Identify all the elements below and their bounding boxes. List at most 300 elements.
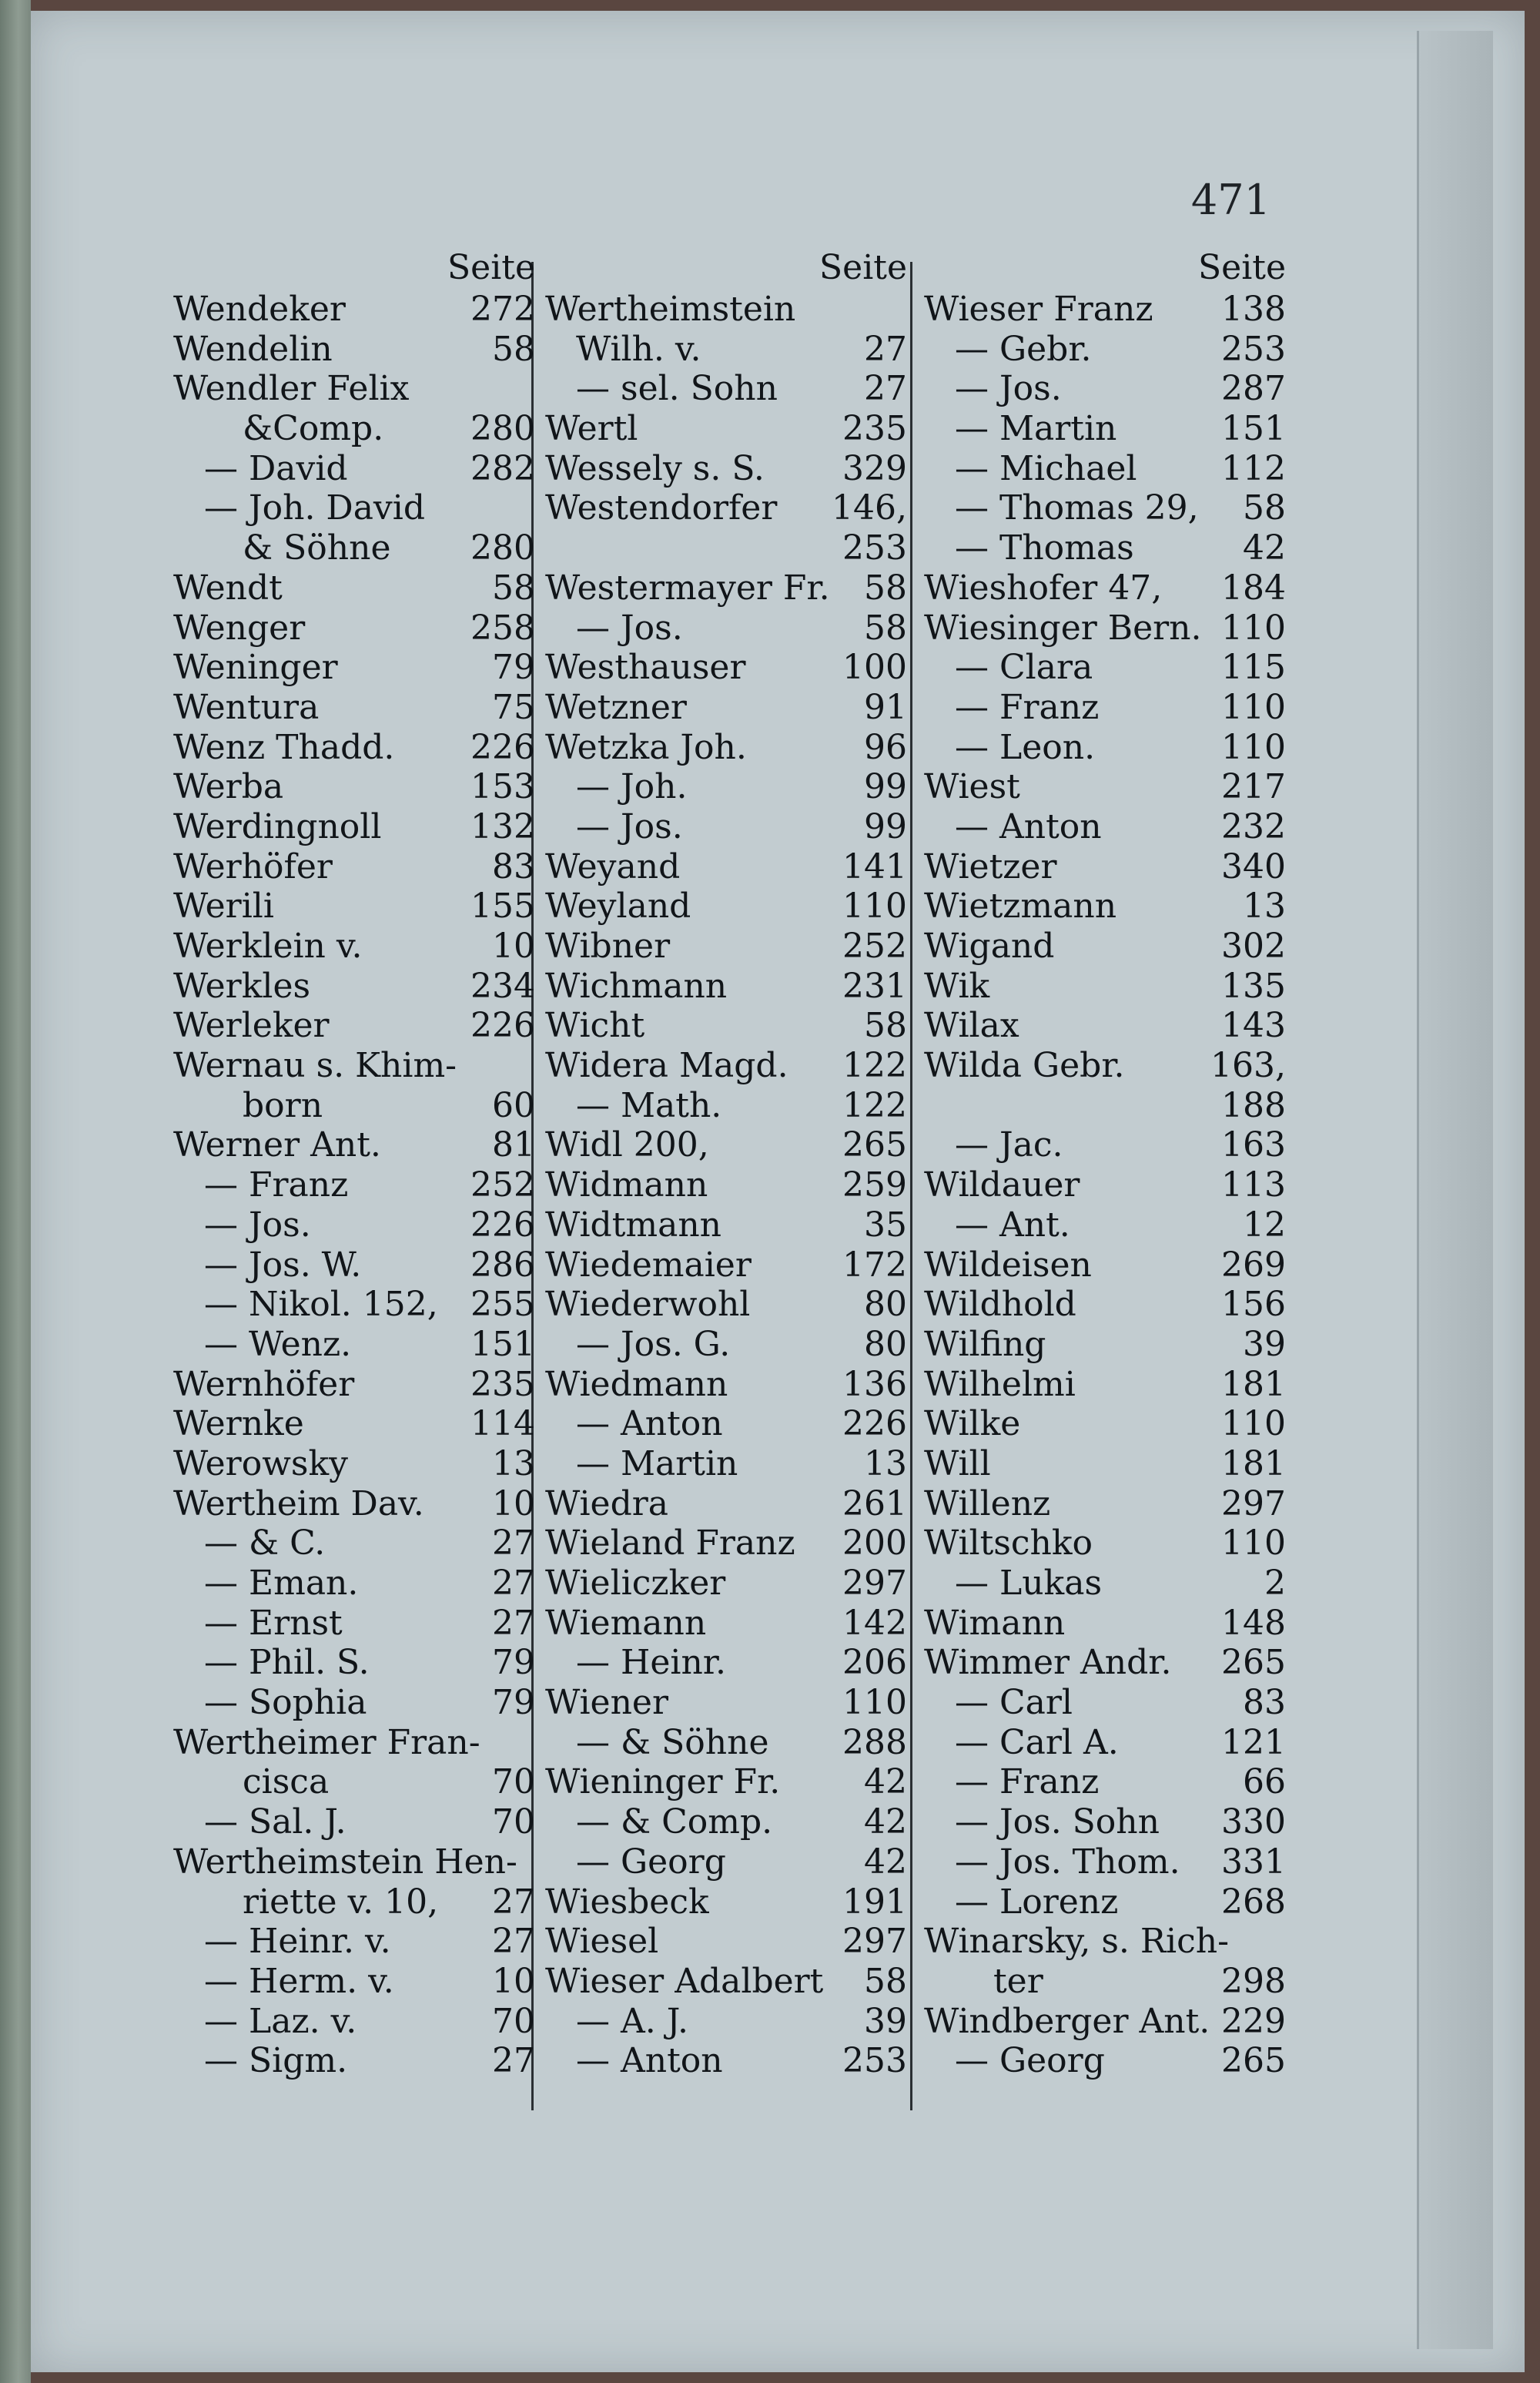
- index-entry: [545, 568, 915, 608]
- entry-page: 253: [842, 2041, 907, 2081]
- entry-page: 265: [842, 1125, 907, 1165]
- entry-page: 10: [492, 1483, 535, 1523]
- entry-page: 12: [1243, 1205, 1286, 1245]
- entry-name: Wiesinger Bern.: [924, 608, 1202, 648]
- entry-page: 232: [1221, 806, 1286, 846]
- entry-name: Westhauser: [545, 648, 746, 688]
- entry-page: 142: [842, 1603, 907, 1643]
- index-entry: [545, 1882, 915, 1922]
- entry-page: 181: [1221, 1364, 1286, 1404]
- entry-name: Wilh. v.: [576, 329, 701, 369]
- entry-name: — Wenz.: [204, 1324, 352, 1364]
- entry-page: 268: [1221, 1882, 1286, 1922]
- entry-name: born: [243, 1085, 323, 1125]
- entry-name: — Anton: [576, 2041, 723, 2081]
- entry-page: 113: [1221, 1165, 1286, 1205]
- entry-page: 226: [842, 1404, 907, 1444]
- index-entry: [173, 409, 543, 449]
- entry-name: Wimann: [924, 1603, 1066, 1643]
- index-entry: [545, 1484, 915, 1524]
- index-entry: [173, 1404, 543, 1444]
- index-entry: [924, 2002, 1294, 2042]
- entry-name: — Martin: [576, 1443, 738, 1483]
- entry-page: 297: [842, 1564, 907, 1603]
- entry-page: 265: [1221, 2041, 1286, 2081]
- entry-page: 2: [1264, 1564, 1286, 1603]
- entry-page: 132: [470, 806, 535, 846]
- entry-name: — Gebr.: [955, 329, 1092, 369]
- entry-page: 156: [1221, 1285, 1286, 1325]
- entry-name: Willenz: [924, 1483, 1051, 1523]
- entry-page: 206: [842, 1643, 907, 1683]
- index-entry: [173, 1006, 543, 1046]
- index-entry: [545, 1245, 915, 1285]
- entry-name: Widtmann: [545, 1205, 722, 1245]
- entry-name: Werleker: [173, 1006, 330, 1046]
- entry-page: 252: [470, 1165, 535, 1205]
- entry-name: — Ant.: [955, 1205, 1070, 1245]
- entry-name: Wilhelmi: [924, 1364, 1076, 1404]
- entry-name: — Joh. David: [204, 488, 426, 528]
- index-entry: [173, 1444, 543, 1484]
- entry-name: Wieser Franz: [924, 290, 1153, 329]
- index-entry: [173, 290, 543, 330]
- entry-page: 135: [1221, 966, 1286, 1006]
- entry-name: — Sal. J.: [204, 1802, 346, 1842]
- entry-name: — Carl A.: [955, 1722, 1119, 1762]
- entry-page: 229: [1221, 2001, 1286, 2041]
- entry-name: — Heinr. v.: [204, 1922, 391, 1962]
- entry-name: Wildhold: [924, 1285, 1076, 1325]
- entry-name: Wetzka Joh.: [545, 727, 747, 767]
- index-entry: [924, 967, 1294, 1007]
- entry-name: Wiedmann: [545, 1364, 728, 1404]
- entry-name: Wiedra: [545, 1483, 668, 1523]
- index-entry: [924, 1165, 1294, 1205]
- entry-page: 114: [470, 1404, 535, 1444]
- entry-name: — Ernst: [204, 1603, 343, 1643]
- entry-page: 75: [492, 687, 535, 727]
- entry-page: 184: [1221, 568, 1286, 608]
- entry-name: Wichmann: [545, 966, 728, 1006]
- entry-name: — Franz: [204, 1165, 349, 1205]
- index-entry: [173, 728, 543, 768]
- entry-name: — Jos.: [204, 1205, 311, 1245]
- entry-page: 112: [1221, 448, 1286, 488]
- entry-page: [907, 290, 915, 330]
- index-entry: [545, 1842, 915, 1882]
- entry-name: Wendler Felix: [173, 369, 410, 409]
- entry-page: 79: [492, 1683, 535, 1723]
- entry-name: Wendelin: [173, 329, 333, 369]
- index-entry: [173, 887, 543, 927]
- entry-name: Werkles: [173, 966, 311, 1006]
- index-entry: [924, 1365, 1294, 1405]
- column-header: Seite: [819, 248, 907, 287]
- entry-name: Wildauer: [924, 1165, 1080, 1205]
- entry-page: 27: [492, 1603, 535, 1643]
- index-entry: [545, 1922, 915, 1962]
- index-entry: [173, 1962, 543, 2002]
- entry-name: cisca: [243, 1762, 330, 1802]
- entry-page: 280: [470, 528, 535, 568]
- entry-name: Wilda Gebr.: [924, 1046, 1125, 1086]
- index-entry: [545, 290, 915, 330]
- entry-page: 261: [842, 1483, 907, 1523]
- entry-name: Widl 200,: [545, 1125, 709, 1165]
- index-entry: [545, 1564, 915, 1604]
- index-entry: [173, 488, 543, 528]
- index-entry: [173, 1523, 543, 1564]
- index-entry: [924, 1205, 1294, 1245]
- index-column-3: [924, 248, 1294, 2081]
- index-entry: [924, 330, 1294, 370]
- entry-page: 172: [842, 1245, 907, 1285]
- entry-page: 234: [470, 966, 535, 1006]
- entry-page: 42: [1243, 528, 1286, 568]
- book-spine: [0, 0, 31, 2383]
- index-entry: [173, 648, 543, 688]
- entry-page: 253: [1221, 329, 1286, 369]
- entry-page: 200: [842, 1523, 907, 1564]
- index-entry: [173, 1165, 543, 1205]
- index-entry: [173, 1086, 543, 1126]
- entry-name: Wentura: [173, 687, 320, 727]
- index-entry: [545, 887, 915, 927]
- entry-name: Wimmer Andr.: [924, 1643, 1172, 1683]
- entry-page: 181: [1221, 1443, 1286, 1483]
- entry-name: — Michael: [955, 448, 1137, 488]
- entry-name: — Georg: [955, 2041, 1105, 2081]
- entry-page: 13: [492, 1443, 535, 1483]
- entry-name: — Jos. Thom.: [955, 1842, 1180, 1882]
- entry-name: Wertheimstein Hen-: [173, 1842, 517, 1882]
- entry-page: 60: [492, 1085, 535, 1125]
- index-entry: [173, 1245, 543, 1285]
- entry-name: — A. J.: [576, 2001, 688, 2041]
- index-entry: [924, 290, 1294, 330]
- entry-name: Werdingnoll: [173, 806, 382, 846]
- entry-name: Wiedemaier: [545, 1245, 752, 1285]
- index-entry: [924, 1643, 1294, 1683]
- entry-page: 110: [1221, 1523, 1286, 1564]
- entry-name: Wilax: [924, 1006, 1019, 1046]
- entry-name: Werowsky: [173, 1443, 348, 1483]
- index-entry: [545, 2002, 915, 2042]
- index-entry: [545, 1643, 915, 1683]
- entry-page: 330: [1221, 1802, 1286, 1842]
- index-entry: [924, 1683, 1294, 1723]
- page-number: 471: [1190, 176, 1270, 224]
- entry-name: Werner Ant.: [173, 1125, 381, 1165]
- entry-page: 27: [492, 1922, 535, 1962]
- entry-name: Winarsky, s. Rich-: [924, 1922, 1229, 1962]
- index-entry: [924, 369, 1294, 409]
- entry-name: Wigand: [924, 927, 1055, 966]
- entry-page: 217: [1221, 767, 1286, 807]
- index-entry: [545, 1723, 915, 1763]
- index-entry: [924, 1802, 1294, 1842]
- entry-name: Wietzmann: [924, 887, 1117, 927]
- index-entry: [924, 488, 1294, 528]
- entry-name: Wiltschko: [924, 1523, 1093, 1564]
- entry-page: 121: [1221, 1722, 1286, 1762]
- entry-name: — Carl: [955, 1683, 1073, 1723]
- entry-page: 42: [864, 1842, 907, 1882]
- index-entry: [173, 369, 543, 409]
- entry-page: [535, 488, 543, 528]
- entry-page: 329: [842, 448, 907, 488]
- index-entry: [545, 1006, 915, 1046]
- entry-name: & Söhne: [243, 528, 391, 568]
- entry-name: Wilfing: [924, 1324, 1046, 1364]
- entry-page: 269: [1221, 1245, 1286, 1285]
- index-entry: [924, 2041, 1294, 2081]
- index-entry: [545, 1325, 915, 1365]
- index-column-1: [173, 248, 543, 2081]
- entry-page: 253: [842, 528, 907, 568]
- entry-page: 58: [492, 329, 535, 369]
- index-entry: [545, 1523, 915, 1564]
- entry-page: 13: [864, 1443, 907, 1483]
- entry-page: 258: [470, 608, 535, 648]
- entry-name: — David: [204, 448, 348, 488]
- entry-name: — Anton: [576, 1404, 723, 1444]
- entry-name: — Jos. W.: [204, 1245, 362, 1285]
- index-entry: [173, 608, 543, 649]
- entry-page: 151: [1221, 409, 1286, 449]
- entry-page: 99: [864, 767, 907, 807]
- entry-page: 272: [470, 290, 535, 329]
- entry-page: [535, 369, 543, 409]
- entry-page: 91: [864, 687, 907, 727]
- entry-page: 136: [842, 1364, 907, 1404]
- column-header: Seite: [1198, 248, 1286, 287]
- index-entry: [924, 847, 1294, 887]
- entry-name: — Lukas: [955, 1564, 1103, 1603]
- entry-page: 297: [1221, 1483, 1286, 1523]
- index-entry: [924, 807, 1294, 847]
- entry-page: 286: [470, 1245, 535, 1285]
- entry-page: 42: [864, 1802, 907, 1842]
- entry-page: 81: [492, 1125, 535, 1165]
- entry-page: 226: [470, 1006, 535, 1046]
- entry-page: 110: [1221, 727, 1286, 767]
- index-entry: [173, 1564, 543, 1604]
- entry-page: 99: [864, 806, 907, 846]
- entry-page: 191: [842, 1882, 907, 1922]
- index-entry: [173, 1643, 543, 1683]
- index-entry: [924, 1842, 1294, 1882]
- index-entry: [173, 449, 543, 489]
- entry-page: 80: [864, 1285, 907, 1325]
- entry-name: Wiederwohl: [545, 1285, 751, 1325]
- entry-page: 58: [864, 1961, 907, 2001]
- entry-name: — sel. Sohn: [576, 369, 778, 409]
- index-entry: [173, 568, 543, 608]
- entry-page: 110: [1221, 1404, 1286, 1444]
- entry-page: 110: [1221, 608, 1286, 648]
- entry-page: 10: [492, 1961, 535, 2001]
- index-entry: [545, 1404, 915, 1444]
- index-entry: [924, 1484, 1294, 1524]
- index-entry: [545, 688, 915, 728]
- entry-page: 146,: [832, 488, 907, 528]
- entry-page: 110: [842, 1683, 907, 1723]
- entry-page: [535, 1723, 543, 1763]
- entry-name: — Georg: [576, 1842, 726, 1882]
- entry-page: 188: [1221, 1085, 1286, 1125]
- entry-page: 58: [864, 608, 907, 648]
- index-entry: [545, 1762, 915, 1802]
- index-entry: [173, 330, 543, 370]
- entry-name: Wicht: [545, 1006, 645, 1046]
- entry-name: riette v. 10,: [243, 1882, 439, 1922]
- entry-name: — Sophia: [204, 1683, 367, 1723]
- entry-name: Wenger: [173, 608, 306, 648]
- entry-page: 252: [842, 927, 907, 966]
- index-entry: [545, 767, 915, 807]
- entry-page: 259: [842, 1165, 907, 1205]
- index-entry: [924, 1723, 1294, 1763]
- index-entry: [545, 1683, 915, 1723]
- entry-page: [535, 1046, 543, 1086]
- entry-name: — Anton: [955, 806, 1102, 846]
- entry-name: — Thomas: [955, 528, 1134, 568]
- entry-name: Wertheimstein: [545, 290, 796, 329]
- entry-name: — Jos. G.: [576, 1324, 731, 1364]
- entry-page: 148: [1221, 1603, 1286, 1643]
- entry-name: — & Söhne: [576, 1722, 769, 1762]
- index-entry: [924, 767, 1294, 807]
- entry-page: 58: [864, 568, 907, 608]
- entry-name: Wildeisen: [924, 1245, 1092, 1285]
- entry-name: Wertl: [545, 409, 638, 449]
- index-entry: [545, 1086, 915, 1126]
- index-entry: [545, 409, 915, 449]
- index-entry: [545, 330, 915, 370]
- index-entry: [173, 1842, 543, 1882]
- entry-name: — & C.: [204, 1523, 326, 1564]
- entry-name: Wik: [924, 966, 990, 1006]
- index-entry: [545, 1125, 915, 1165]
- index-entry: [173, 1046, 543, 1086]
- entry-name: Westermayer Fr.: [545, 568, 830, 608]
- entry-name: Wietzer: [924, 846, 1057, 887]
- entry-page: 39: [864, 2001, 907, 2041]
- index-entry: [545, 608, 915, 649]
- entry-page: 58: [492, 568, 535, 608]
- entry-page: 79: [492, 1643, 535, 1683]
- entry-page: 10: [492, 927, 535, 966]
- entry-name: — Franz: [955, 1762, 1100, 1802]
- entry-page: 83: [492, 846, 535, 887]
- entry-name: ter: [993, 1961, 1043, 2001]
- index-entry: [173, 688, 543, 728]
- entry-page: 226: [470, 1205, 535, 1245]
- index-entry: [173, 2002, 543, 2042]
- entry-name: Wenz Thadd.: [173, 727, 395, 767]
- entry-name: — Jos. Sohn: [955, 1802, 1160, 1842]
- entry-name: — Clara: [955, 648, 1093, 688]
- index-entry: [924, 1006, 1294, 1046]
- entry-name: Wilke: [924, 1404, 1021, 1444]
- index-entry: [173, 967, 543, 1007]
- index-entry: [545, 1205, 915, 1245]
- index-entry: [924, 688, 1294, 728]
- entry-page: 83: [1243, 1683, 1286, 1723]
- entry-page: 70: [492, 1802, 535, 1842]
- entry-name: Wiesbeck: [545, 1882, 709, 1922]
- entry-page: 80: [864, 1324, 907, 1364]
- index-entry: [545, 807, 915, 847]
- index-entry: [173, 1802, 543, 1842]
- index-column-2: [545, 248, 915, 2081]
- index-entry: [924, 1125, 1294, 1165]
- entry-page: 27: [492, 1564, 535, 1603]
- entry-page: 288: [842, 1722, 907, 1762]
- entry-page: 302: [1221, 927, 1286, 966]
- index-entry: [545, 1285, 915, 1325]
- entry-page: 226: [470, 727, 535, 767]
- entry-name: — Phil. S.: [204, 1643, 370, 1683]
- entry-page: 235: [842, 409, 907, 449]
- entry-page: 66: [1243, 1762, 1286, 1802]
- entry-name: Werba: [173, 767, 284, 807]
- index-entry: [545, 2041, 915, 2081]
- entry-page: 143: [1221, 1006, 1286, 1046]
- index-entry: [924, 1604, 1294, 1644]
- entry-page: 110: [842, 887, 907, 927]
- entry-page: 27: [492, 1523, 535, 1564]
- index-entry: [924, 1922, 1294, 1962]
- index-entry: [173, 1125, 543, 1165]
- entry-name: Weyand: [545, 846, 681, 887]
- entry-page: 298: [1221, 1961, 1286, 2001]
- entry-name: Wieliczker: [545, 1564, 726, 1603]
- index-entry: [173, 1882, 543, 1922]
- index-entry: [924, 1086, 1294, 1126]
- index-entry: [924, 1564, 1294, 1604]
- index-entry: [545, 1802, 915, 1842]
- entry-name: Wertheim Dav.: [173, 1483, 424, 1523]
- entry-name: — Jos.: [576, 806, 683, 846]
- entry-page: 141: [842, 846, 907, 887]
- entry-page: 58: [1243, 488, 1286, 528]
- entry-name: &Comp.: [243, 409, 384, 449]
- index-entry: [924, 1325, 1294, 1365]
- entry-page: 42: [864, 1762, 907, 1802]
- index-entry: [173, 528, 543, 568]
- entry-name: — Leon.: [955, 727, 1096, 767]
- index-entry: [545, 847, 915, 887]
- entry-page: 27: [492, 2041, 535, 2081]
- index-entry: [924, 1285, 1294, 1325]
- entry-page: 35: [864, 1205, 907, 1245]
- index-entry: [173, 807, 543, 847]
- entry-name: Wieland Franz: [545, 1523, 795, 1564]
- index-entry: [173, 2041, 543, 2081]
- entry-name: Wiest: [924, 767, 1020, 807]
- index-entry: [545, 369, 915, 409]
- entry-page: 163,: [1210, 1046, 1286, 1086]
- entry-name: — Franz: [955, 687, 1100, 727]
- entry-name: Westendorfer: [545, 488, 778, 528]
- index-entry: [173, 1325, 543, 1365]
- entry-page: 231: [842, 966, 907, 1006]
- index-entry: [173, 927, 543, 967]
- entry-page: 151: [470, 1324, 535, 1364]
